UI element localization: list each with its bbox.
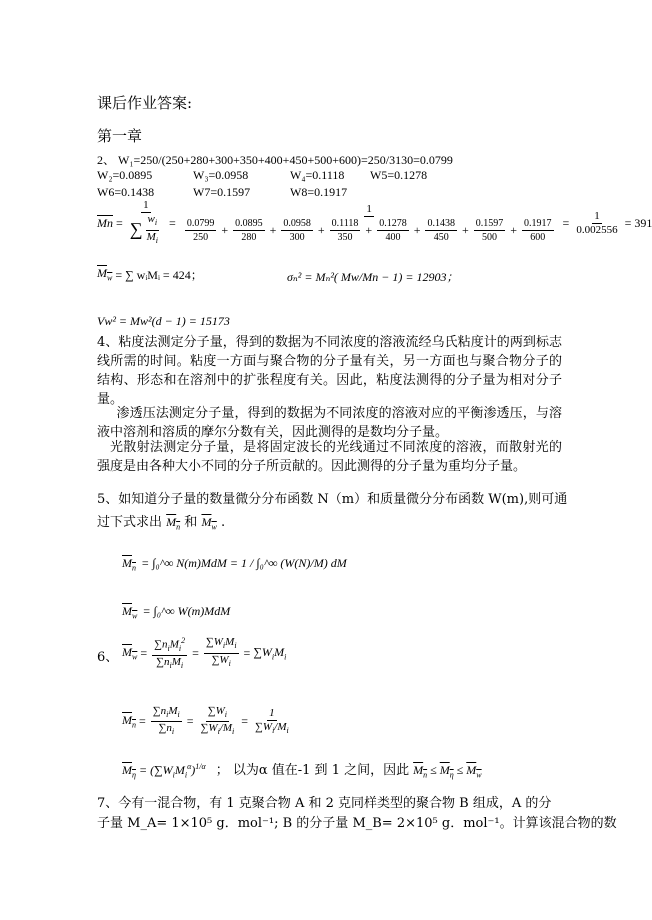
- q5-line1: 5、如知道分子量的数量微分分布函数 N（m）和质量微分分布函数 W(m),则可通: [97, 492, 568, 507]
- q6-mn-formula: $M_n$ = $\frac{\sum n_iM_i}{\sum n_i}$ = $\frac{\sum W_i}{\sum W_i/M_i}$ = $\frac{1}{\sum W_i/M_i}$: [122, 705, 289, 737]
- term-numerator: 0.1917: [524, 217, 552, 229]
- chapter-title: 第一章: [97, 127, 143, 145]
- sigma-equation: σₙ² = Mₙ²( Mw/Mn − 1) = 12903；: [287, 270, 459, 284]
- term-denominator: 280: [241, 231, 257, 243]
- term-fraction: [330, 217, 361, 244]
- vw-equation: Vw² = Mw²(d − 1) = 15173: [97, 314, 230, 328]
- q4-paragraph-3: 光散射法测定分子量，是将固定波长的光线通过不同浓度的溶液，而散射光的强度是由各种大小不同的分子所贡献的。因此测得的分子量为重均分子量。: [97, 440, 562, 474]
- term-denominator: 250: [193, 231, 209, 243]
- q6-meta-formula: $M_\eta$ = $(\sum W_iM_i^\alpha)^{1/\alpha}$ ； 以为α 值在-1 到 1 之间，因此 $M_n \le M_\eta \le M_w$: [122, 762, 482, 780]
- term-numerator: 0.0895: [235, 217, 263, 229]
- q7-line2: 子量 M_A= 1×10⁵ g．mol⁻¹; B 的分子量 M_B= 2×10⁵ g．mol⁻¹。计算该混合物的数: [97, 816, 617, 831]
- q5-line2: 过下式求出 $M_n$ 和 $M_w$ .: [97, 515, 226, 532]
- plus-sign: +: [317, 222, 325, 237]
- q2-w7: W7=0.1597: [193, 185, 251, 199]
- term-numerator: 0.1597: [475, 217, 504, 229]
- mn-reduced: $\frac{1}{0.002556}$: [576, 209, 618, 236]
- q6-label: 6、: [97, 650, 119, 665]
- heading: 课后作业答案:: [97, 94, 193, 112]
- mw-formula: $M_w$ = ∑ wᵢMᵢ = 424；: [97, 266, 203, 283]
- q2-w4: W₄=0.1118: [290, 168, 345, 182]
- plus-sign: +: [461, 222, 469, 237]
- term-fraction: [281, 217, 313, 244]
- mn-fraction: 1 ∑ $\frac{w_i}{M_i}$: [129, 199, 159, 245]
- q2-w5: W5=0.1278: [370, 168, 428, 182]
- q5-mn-integral: $M_n$ = ∫₀^∞ N(m)MdM = 1 / ∫₀^∞ (W(N)/M) dM: [122, 556, 347, 573]
- term-denominator: 400: [385, 231, 401, 243]
- sigma-formula: [287, 266, 458, 285]
- term-numerator: 0.1118: [331, 217, 359, 229]
- q5-mw-integral: $M_w$ = ∫₀^∞ W(m)MdM: [122, 604, 231, 621]
- term-fraction: [185, 217, 217, 244]
- term-denominator: 350: [337, 231, 353, 243]
- q5-mw-equation: = ∫₀^∞ W(m)MdM: [142, 604, 231, 618]
- q2-w2: W₂=0.0895: [97, 168, 153, 182]
- q2-w8: W8=0.1917: [290, 185, 348, 199]
- term-denominator: 600: [530, 231, 546, 243]
- mn-expansion: 1 $\frac{0.0799}{250}$ + $\frac{0.0895}{280}$ + $\frac{0.0958}{300}$ + $\frac{0.1118}{350}$ + $\frac{0.1278}{400}$ + $\frac{0.1438}{450}$ + $\frac{0.1597}{500}$ + $\frac{0.1917}{600}$: [186, 202, 552, 243]
- plus-sign: +: [269, 222, 277, 237]
- plus-sign: +: [221, 222, 229, 237]
- term-fraction: [377, 217, 409, 244]
- term-fraction: [474, 217, 506, 244]
- q7-line1: 7、今有一混合物，有 1 克聚合物 A 和 2 克同样类型的聚合物 B 组成，A 的分: [97, 796, 552, 811]
- mn-result: 391: [634, 215, 652, 230]
- mn-denominator: 0.002556: [576, 223, 618, 236]
- term-numerator: 0.0958: [283, 217, 311, 229]
- q6-mw-formula: $M_w$ = $\frac{\sum n_iM_i^2}{\sum n_iM_i}$ = $\frac{\sum W_iM_i}{\sum W_i}$ = $\sum W_iM_i$: [122, 636, 287, 671]
- term-numerator: 0.0799: [186, 217, 215, 229]
- term-denominator: 500: [482, 231, 498, 243]
- q5-mn-equation: = ∫₀^∞ N(m)MdM = 1 / ∫₀^∞ (W(N)/M) dM: [141, 556, 347, 570]
- term-numerator: 0.1438: [427, 217, 455, 229]
- vw-formula: [97, 310, 230, 329]
- q2-w3: W₃=0.0958: [193, 168, 249, 182]
- mw-equation: = ∑ wᵢMᵢ = 424；: [115, 268, 203, 282]
- term-fraction: [233, 217, 265, 244]
- q4-paragraph-1: 4、粘度法测定分子量，得到的数据为不同浓度的溶液流经乌氏粘度计的两到标志线所需的时间。粘度一方面与聚合物的分子量有关，另一方面也与聚合物分子的结构、形态和在溶剂中的扩张程度有关。因此，粘度法测得的分子量为相对分子量。: [97, 335, 562, 407]
- term-denominator: 300: [289, 231, 305, 243]
- term-numerator: 0.1278: [379, 217, 407, 229]
- term-fraction: [425, 217, 457, 244]
- q4-paragraph-2: 渗透压法测定分子量，得到的数据为不同浓度的溶液对应的平衡渗透压，与溶液中溶剂和溶质的摩尔分数有关，因此测得的是数均分子量。: [97, 406, 562, 440]
- q2-w6: W6=0.1438: [97, 185, 155, 199]
- term-fraction: [522, 217, 554, 244]
- mn-symbol: $\overline{Mn}$: [97, 215, 113, 230]
- mn-formula: $\overline{Mn}$ = 1 ∑ $\frac{w_i}{M_i}$ = 1 $\frac{0.0799}{250}$ + $\frac{0.0895}{280}$ + $\frac{0.0958}{300}$ + $\frac{0.1118}{350}$ + $\frac{0.1278}{400}$ + $\frac{0.1438}{450}$ + $\frac{0.1597}{500}$ + $\frac{0.1917}{600}$ = $\frac{1}{0.002556}$ = 391: [97, 199, 652, 245]
- q5-line2-text: 过下式求出: [97, 515, 163, 530]
- q2-line1: 2、 W₁=250/(250+280+300+350+400+450+500+600)=250/3130=0.0799: [97, 153, 453, 167]
- plus-sign: +: [413, 222, 421, 237]
- plus-sign: +: [365, 222, 373, 237]
- q6-note: ； 以为α 值在-1 到 1 之间，因此: [215, 762, 410, 778]
- plus-sign: +: [510, 222, 518, 237]
- q5-and: 和: [184, 515, 198, 530]
- term-denominator: 450: [433, 231, 449, 243]
